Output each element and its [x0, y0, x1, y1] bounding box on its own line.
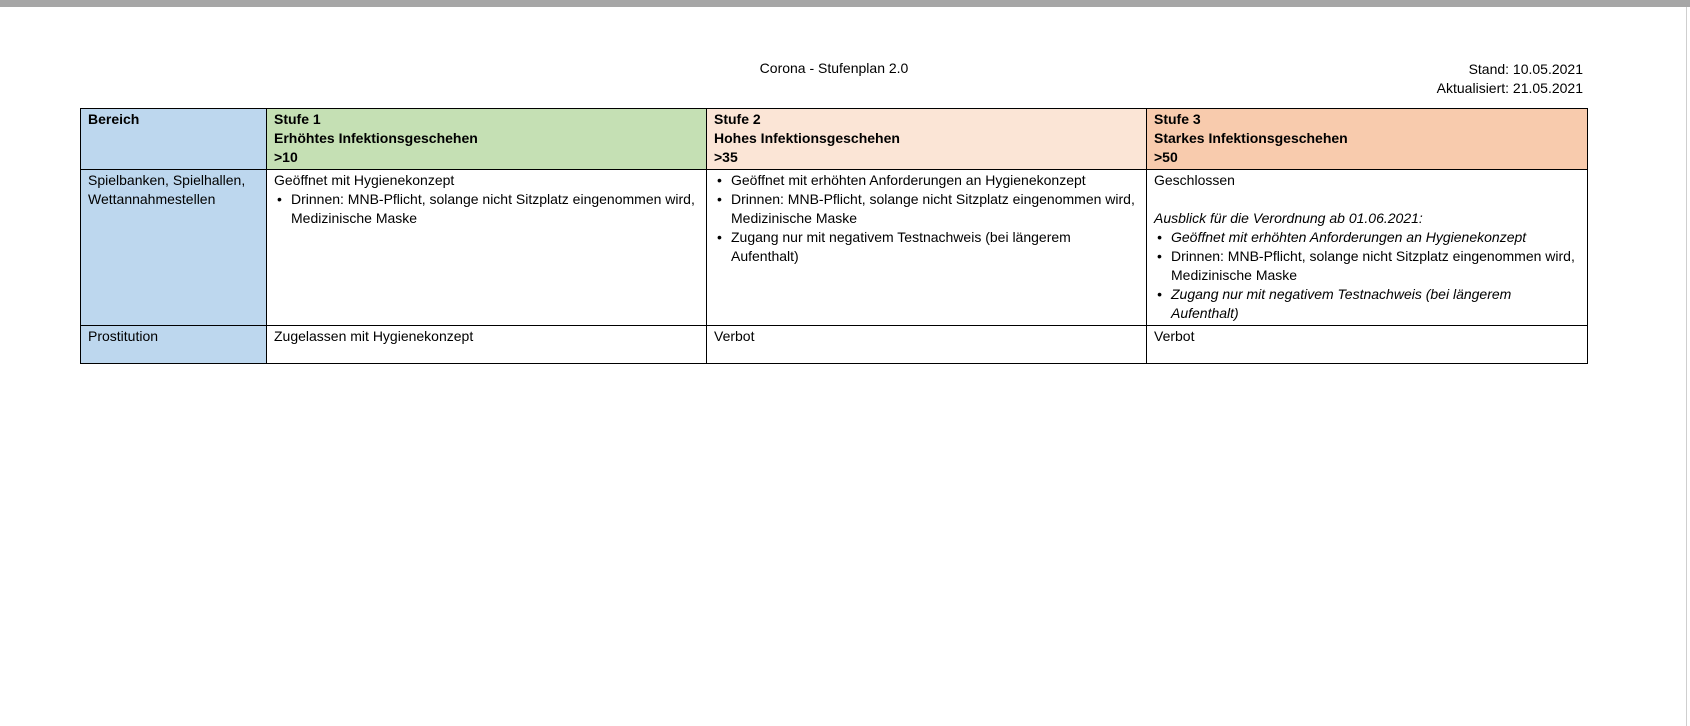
- document-page: [0, 7, 1686, 726]
- cell-stufe-1: [267, 170, 707, 326]
- header-stufe-2-name: Stufe 2: [714, 111, 761, 127]
- cell-bereich: Prostitution: [81, 326, 267, 364]
- table-row-spielbanken: [81, 170, 1588, 326]
- cell-text: Geöffnet mit Hygienekonzept: [274, 172, 455, 188]
- header-stufe-1-name: Stufe 1: [274, 111, 321, 127]
- header-stufe-2-threshold: >35: [714, 149, 738, 165]
- document-title: Corona - Stufenplan 2.0: [759, 60, 909, 76]
- header-stufe-1-threshold: >10: [274, 149, 298, 165]
- header-bereich: [81, 109, 267, 170]
- cell-bereich: Spielbanken, Spielhallen, Wettannahmestellen: [81, 170, 267, 326]
- cell-text: Geschlossen: [1154, 172, 1235, 188]
- cell-stufe-3: Verbot: [1147, 326, 1588, 364]
- header-bereich-label: Bereich: [88, 111, 140, 127]
- bullet-list: [274, 190, 699, 228]
- list-item: • Geöffnet mit erhöhten Anforderungen an Hygienekonzept: [714, 171, 1139, 190]
- outlook-heading: Ausblick für die Verordnung ab 01.06.2021:: [1154, 210, 1423, 226]
- cell-stufe-2: [707, 170, 1147, 326]
- cell-stufe-2: Verbot: [707, 326, 1147, 364]
- viewer-top-bar: [0, 0, 1690, 7]
- viewer-scrollbar[interactable]: [1686, 7, 1690, 726]
- header-stufe-1-desc: Erhöhtes Infektionsgeschehen: [274, 130, 478, 146]
- stand-date: Stand: 10.05.2021: [1468, 61, 1583, 77]
- list-item: • Drinnen: MNB-Pflicht, solange nicht Sitzplatz eingenommen wird, Medizinische Maske: [274, 190, 699, 228]
- header-stufe-3-desc: Starkes Infektionsgeschehen: [1154, 130, 1348, 146]
- header-stufe-3-threshold: >50: [1154, 149, 1178, 165]
- list-item: • Zugang nur mit negativem Testnachweis (bei längerem Aufenthalt): [714, 228, 1139, 266]
- list-item: • Drinnen: MNB-Pflicht, solange nicht Sitzplatz eingenommen wird, Medizinische Maske: [1154, 247, 1580, 285]
- spacer: [1154, 190, 1580, 209]
- cell-stufe-1: Zugelassen mit Hygienekonzept: [267, 326, 707, 364]
- header-stufe-3: [1147, 109, 1588, 170]
- table-header-row: [81, 109, 1588, 170]
- updated-date: Aktualisiert: 21.05.2021: [1436, 80, 1583, 96]
- table-row-prostitution: [81, 326, 1588, 364]
- bullet-list: [1154, 228, 1580, 323]
- list-item: • Zugang nur mit negativem Testnachweis (bei längerem Aufenthalt): [1154, 285, 1580, 323]
- list-item: • Geöffnet mit erhöhten Anforderungen an Hygienekonzept: [1154, 228, 1580, 247]
- header-stufe-3-name: Stufe 3: [1154, 111, 1201, 127]
- header-stufe-2: [707, 109, 1147, 170]
- bullet-list: [714, 171, 1139, 266]
- cell-stufe-3: [1147, 170, 1588, 326]
- document-meta: [1437, 60, 1583, 98]
- header-stufe-2-desc: Hohes Infektionsgeschehen: [714, 130, 900, 146]
- list-item: • Drinnen: MNB-Pflicht, solange nicht Sitzplatz eingenommen wird, Medizinische Maske: [714, 190, 1139, 228]
- stufenplan-table: [80, 108, 1588, 364]
- header-stufe-1: [267, 109, 707, 170]
